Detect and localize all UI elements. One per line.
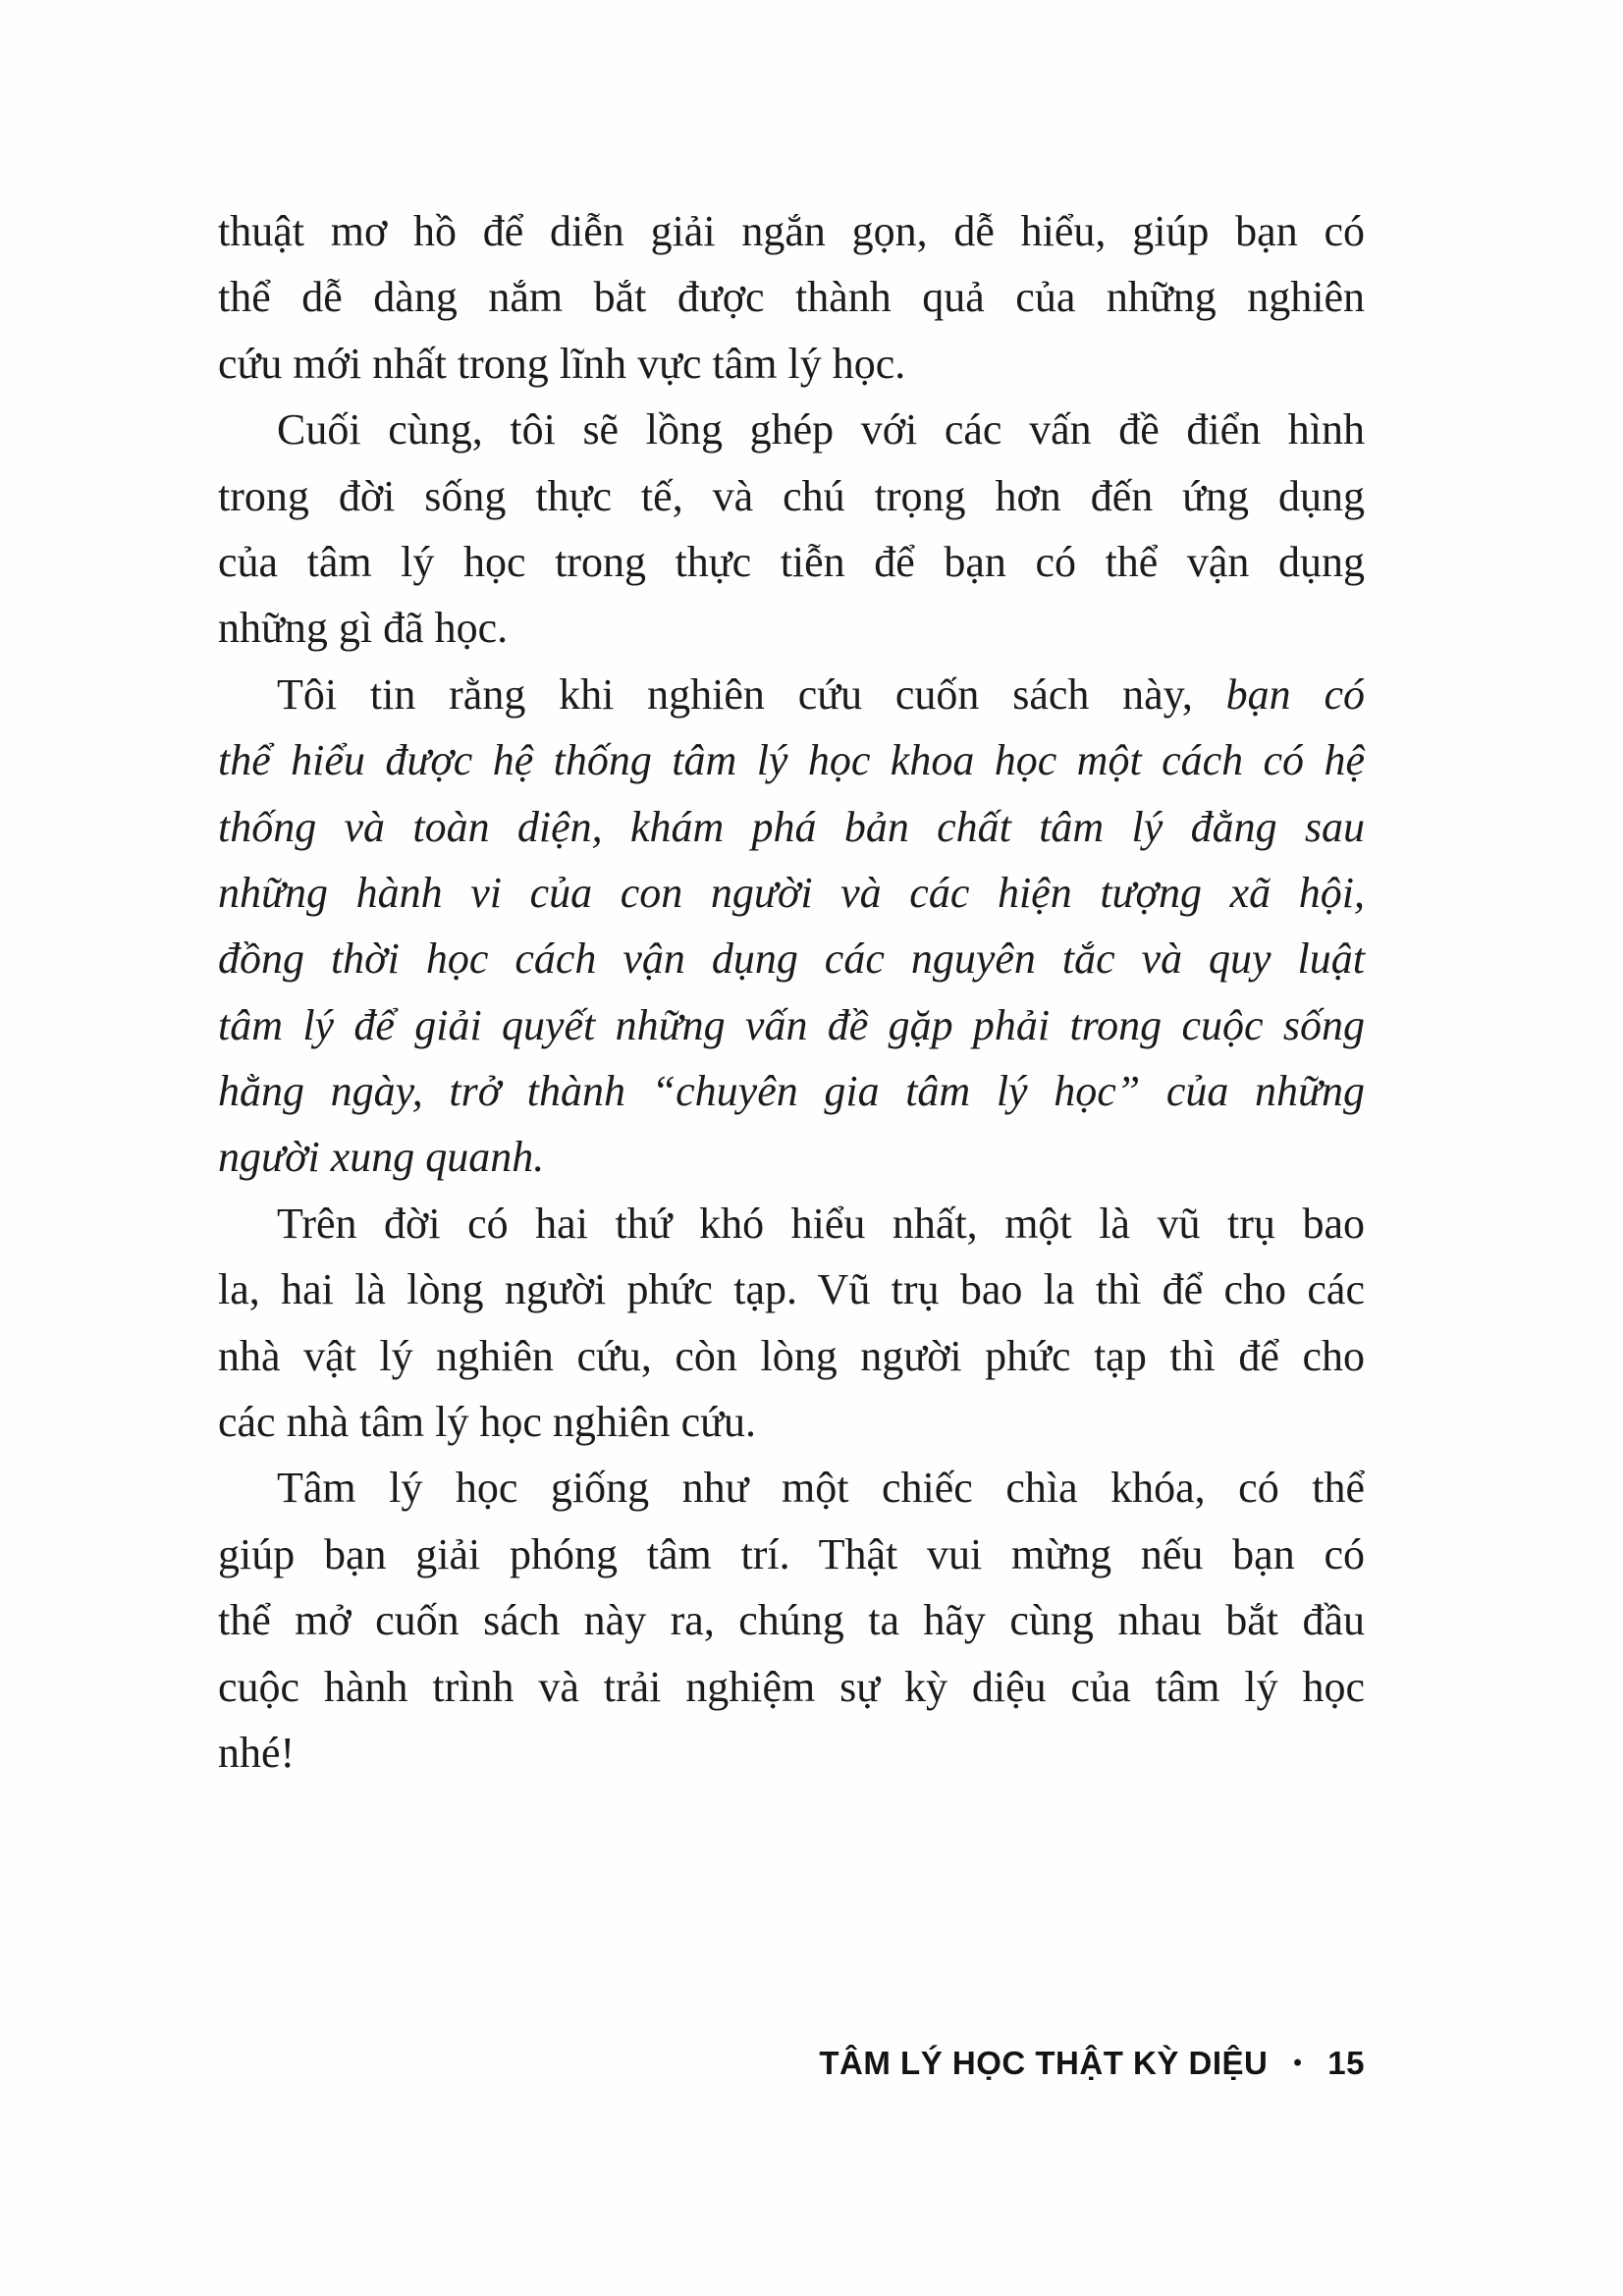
text-segment: thể mở cuốn sách này ra, chúng ta hãy cùng nhau bắt đầu xyxy=(218,1596,1365,1645)
text-segment: người xung quanh. xyxy=(218,1133,545,1182)
text-segment: thuật mơ hồ để diễn giải ngắn gọn, dễ hiểu, giúp bạn có xyxy=(218,207,1365,255)
running-title: TÂM LÝ HỌC THẬT KỲ DIỆU xyxy=(819,2045,1269,2081)
text-line xyxy=(218,1720,1365,1786)
text-line xyxy=(218,529,1365,595)
separator-dot: • xyxy=(1293,2050,1303,2076)
text-line xyxy=(218,926,1365,991)
text-line xyxy=(218,1058,1365,1124)
text-line xyxy=(218,1389,1365,1455)
text-line xyxy=(218,860,1365,926)
text-segment: của tâm lý học trong thực tiễn để bạn có thể vận dụng xyxy=(218,537,1365,586)
text-segment: thể dễ dàng nắm bắt được thành quả của những nghiên xyxy=(218,273,1365,322)
text-segment: nhé! xyxy=(218,1728,296,1777)
text-segment: Tâm lý học giống như một chiếc chìa khóa, có thể xyxy=(277,1464,1365,1513)
text-line xyxy=(218,331,1365,397)
text-segment: những gì đã học. xyxy=(218,604,509,653)
text-segment: hằng ngày, trở thành “chuyên gia tâm lý học” của những xyxy=(218,1067,1365,1116)
text-line xyxy=(218,1124,1365,1190)
text-line xyxy=(218,1323,1365,1389)
text-segment: những hành vi của con người và các hiện tượng xã hội, xyxy=(218,868,1365,917)
text-line xyxy=(218,1256,1365,1322)
text-line xyxy=(218,1587,1365,1653)
text-line xyxy=(218,198,1365,264)
text-segment: thống và toàn diện, khám phá bản chất tâm lý đằng sau xyxy=(218,802,1365,851)
text-segment: la, hai là lòng người phức tạp. Vũ trụ bao la thì để cho các xyxy=(218,1265,1365,1314)
text-segment: nhà vật lý nghiên cứu, còn lòng người phức tạp thì để cho xyxy=(218,1331,1365,1380)
text-segment: đồng thời học cách vận dụng các nguyên tắc và quy luật xyxy=(218,934,1365,984)
text-segment: trong đời sống thực tế, và chú trọng hơn đến ứng dụng xyxy=(218,471,1365,520)
text-segment: cuộc hành trình và trải nghiệm sự kỳ diệu của tâm lý học xyxy=(218,1662,1365,1711)
text-segment: Tôi tin rằng khi nghiên cứu cuốn sách này, xyxy=(277,669,1226,719)
text-line xyxy=(218,595,1365,661)
text-line xyxy=(218,463,1365,529)
text-line xyxy=(218,1654,1365,1720)
text-segment: thể hiểu được hệ thống tâm lý học khoa học một cách có hệ xyxy=(218,736,1365,785)
text-segment: các nhà tâm lý học nghiên cứu. xyxy=(218,1398,756,1447)
text-segment: bạn có xyxy=(1225,669,1365,719)
page-number: 15 xyxy=(1327,2045,1365,2081)
text-segment: Cuối cùng, tôi sẽ lồng ghép với các vấn đề điển hình xyxy=(277,405,1365,454)
text-line xyxy=(218,1191,1365,1256)
text-segment: cứu mới nhất trong lĩnh vực tâm lý học. xyxy=(218,339,906,388)
text-line xyxy=(218,662,1365,727)
text-line xyxy=(218,794,1365,860)
text-segment: giúp bạn giải phóng tâm trí. Thật vui mừng nếu bạn có xyxy=(218,1529,1365,1578)
text-line xyxy=(218,397,1365,462)
text-line xyxy=(218,264,1365,330)
text-segment: Trên đời có hai thứ khó hiểu nhất, một là vũ trụ bao xyxy=(277,1199,1365,1248)
text-segment: tâm lý để giải quyết những vấn đề gặp phải trong cuộc sống xyxy=(218,1000,1365,1049)
page-footer xyxy=(819,2045,1365,2082)
body-text xyxy=(218,198,1365,1786)
text-line xyxy=(218,727,1365,793)
text-line xyxy=(218,1522,1365,1587)
text-line xyxy=(218,992,1365,1058)
text-line xyxy=(218,1455,1365,1521)
